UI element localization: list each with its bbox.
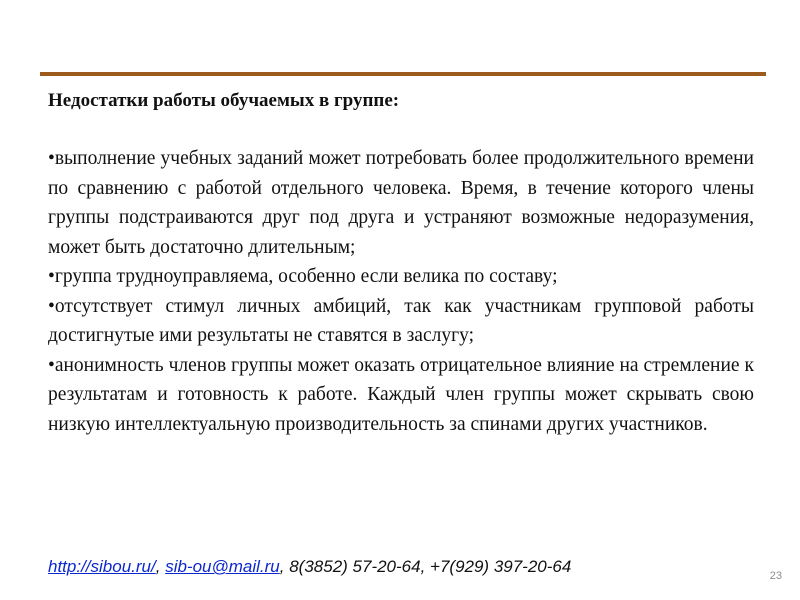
email-link[interactable]: sib-ou@mail.ru: [165, 557, 280, 576]
bullet-item: •группа трудноуправляема, особенно если велика по составу;: [48, 266, 558, 287]
footer-separator: ,: [155, 557, 166, 576]
bullet-item: •отсутствует стимул личных амбиций, так как участникам групповой работы достигнутые ими результаты не ставятся в заслугу;: [48, 295, 754, 346]
slide-body: [48, 144, 754, 439]
bullet-item: •анонимность членов группы может оказать отрицательное влияние на стремление к результатам и готовность к работе. Каждый член группы может скрывать свою низкую интеллектуальную производительность за спинами других участников.: [48, 354, 754, 435]
footer-contacts: [48, 556, 571, 578]
page-number: 23: [769, 570, 782, 582]
footer-phones: , 8(3852) 57-20-64, +7(929) 397-20-64: [279, 557, 572, 576]
bullet-item: •выполнение учебных заданий может потребовать более продолжительного времени по сравнению с работой отдельного человека. Время, в течение которого члены группы подстраиваются друг под друга и устраняют возможные недоразумения, может быть достаточно длительным;: [48, 148, 754, 258]
website-link[interactable]: http://sibou.ru/: [48, 557, 156, 576]
top-divider-rule: [40, 72, 766, 76]
slide-title: Недостатки работы обучаемых в группе:: [48, 90, 400, 111]
